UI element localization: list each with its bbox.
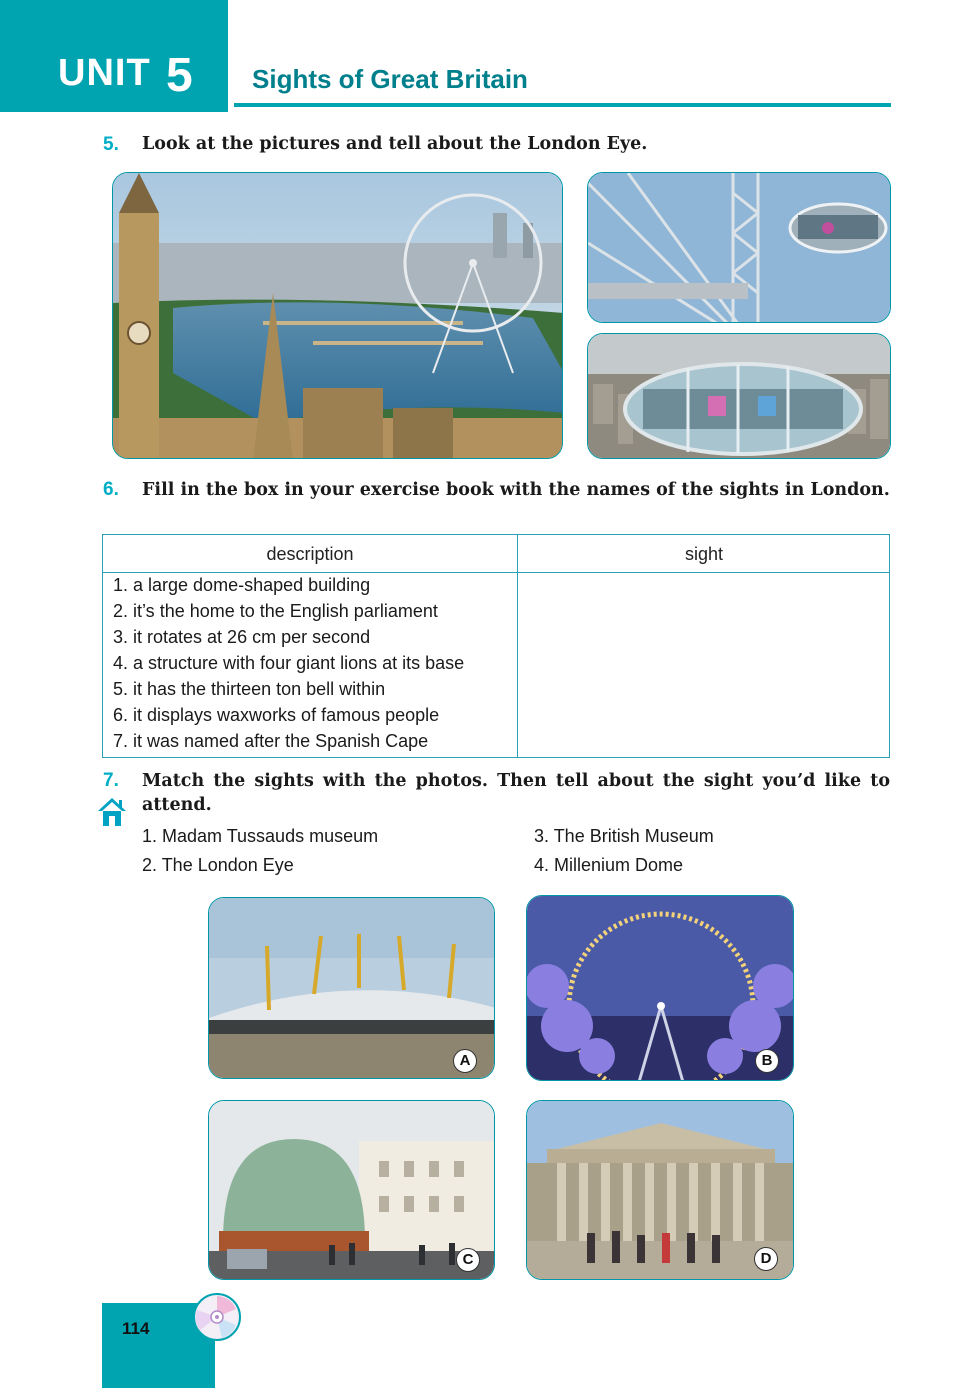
table-header-sight: sight <box>684 544 724 564</box>
london-panorama-photo <box>112 172 563 459</box>
exercise-6-number: 6. <box>103 479 119 500</box>
audio-cd-icon <box>192 1292 242 1342</box>
match-item-1: 1. Madam Tussauds museum <box>142 826 379 846</box>
eye-capsule-closeup-photo <box>587 172 891 323</box>
exercise-5-number: 5. <box>103 134 119 155</box>
match-item-2: 2. The London Eye <box>142 855 294 875</box>
table-row: 3. it rotates at 26 cm per second <box>113 627 371 647</box>
page-number: 114 <box>122 1319 150 1338</box>
sights-table <box>102 534 890 758</box>
match-item-3: 3. The British Museum <box>534 826 714 846</box>
photo-label-b: B <box>755 1049 779 1073</box>
photo-a-dome <box>208 897 495 1079</box>
photo-label-c: C <box>456 1248 480 1272</box>
exercise-7-number: 7. <box>103 770 119 791</box>
photo-b-london-eye <box>526 895 794 1081</box>
table-row: 6. it displays waxworks of famous people <box>113 705 440 725</box>
unit-label: UNIT <box>58 52 151 94</box>
table-row: 2. it’s the home to the English parliament <box>113 601 438 621</box>
exercise-6-instruction: Fill in the box in your exercise book with the names of the sights in London. <box>142 480 890 500</box>
table-row: 7. it was named after the Spanish Cape <box>113 731 429 751</box>
eye-capsule-city-photo <box>587 333 891 459</box>
photo-c-tussauds <box>208 1100 495 1280</box>
photo-d-british-museum <box>526 1100 794 1280</box>
photo-label-d: D <box>754 1247 778 1271</box>
page-title: Sights of Great Britain <box>252 64 528 94</box>
title-divider <box>234 103 891 107</box>
photo-label-a: A <box>453 1049 477 1073</box>
exercise-5-instruction: Look at the pictures and tell about the London Eye. <box>142 134 648 154</box>
table-column-divider <box>517 535 518 757</box>
table-header-description: description <box>266 544 354 564</box>
exercise-7-instruction: Match the sights with the photos. Then tell about the sight you’d like to attend. <box>142 771 890 815</box>
table-row: 5. it has the thirteen ton bell within <box>113 679 386 699</box>
match-item-4: 4. Millenium Dome <box>534 855 684 875</box>
home-icon <box>96 796 128 828</box>
table-row: 4. a structure with four giant lions at its base <box>113 653 465 673</box>
table-row: 1. a large dome-shaped building <box>113 575 371 595</box>
unit-number: 5 <box>166 49 193 102</box>
